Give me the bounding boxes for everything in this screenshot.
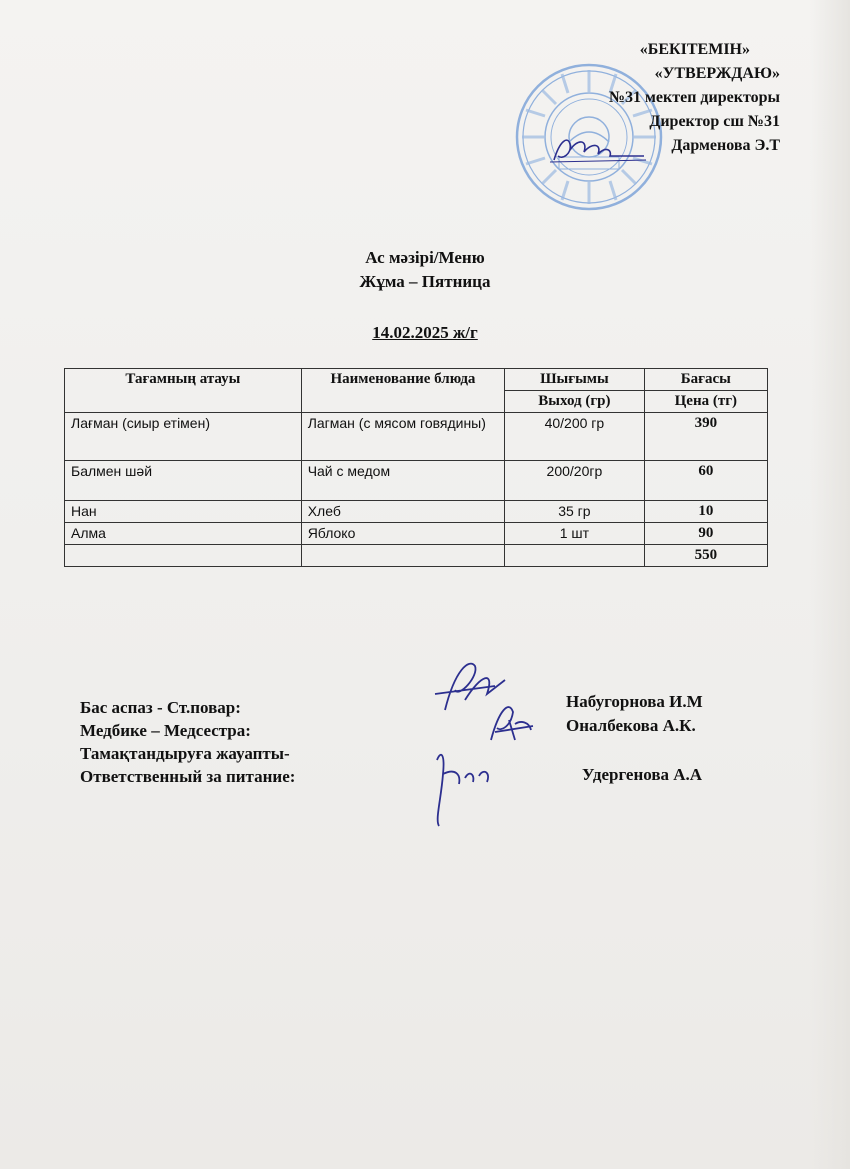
table-row xyxy=(65,523,768,545)
menu-date xyxy=(0,323,850,343)
header-name-ru: Наименование блюда xyxy=(301,369,504,413)
approval-ru-title: «УТВЕРЖДАЮ» xyxy=(654,65,780,82)
chef-name: Набугорнова И.М xyxy=(566,692,703,711)
dish-name-kz: Алма xyxy=(65,523,302,545)
dish-price: 60 xyxy=(644,461,767,501)
menu-day: Жұма – Пятница xyxy=(359,272,491,291)
dish-price: 90 xyxy=(644,523,767,545)
table-header-row xyxy=(65,369,768,391)
total-empty-cell xyxy=(301,545,504,567)
dish-name-kz: Лағман (сиыр етімен) xyxy=(65,413,302,461)
dish-name-ru: Лагман (с мясом говядины) xyxy=(301,413,504,461)
table-row xyxy=(65,501,768,523)
total-empty-cell xyxy=(505,545,644,567)
nurse-label: Медбике – Медсестра: xyxy=(80,721,251,740)
dish-price: 10 xyxy=(644,501,767,523)
menu-title: Ас мәзірі/Меню xyxy=(365,248,485,267)
dish-name-ru: Яблоко xyxy=(301,523,504,545)
table-row xyxy=(65,413,768,461)
menu-table xyxy=(64,368,768,567)
dish-yield: 35 гр xyxy=(505,501,644,523)
responsible-name: Удергенова А.А xyxy=(582,765,703,784)
chef-label: Бас аспаз - Ст.повар: xyxy=(80,698,241,717)
header-price-ru: Цена (тг) xyxy=(644,391,767,413)
approval-block xyxy=(609,38,780,158)
responsible-label-kz: Тамақтандыруға жауапты- xyxy=(80,744,290,763)
header-yield-ru: Выход (гр) xyxy=(505,391,644,413)
dish-name-ru: Хлеб xyxy=(301,501,504,523)
page-edge-shadow xyxy=(810,0,850,1169)
approval-kz-position: №31 мектеп директоры xyxy=(608,89,780,106)
dish-name-ru: Чай с медом xyxy=(301,461,504,501)
header-name-kz: Тағамның атауы xyxy=(65,369,302,413)
total-price: 550 xyxy=(644,545,767,567)
dish-yield: 200/20гр xyxy=(505,461,644,501)
menu-date-text: 14.02.2025 ж/г xyxy=(372,323,478,342)
nurse-name: Оналбекова А.К. xyxy=(566,716,696,735)
header-yield-kz: Шығымы xyxy=(505,369,644,391)
dish-yield: 1 шт xyxy=(505,523,644,545)
dish-name-kz: Нан xyxy=(65,501,302,523)
table-row xyxy=(65,461,768,501)
staff-signatures-icon xyxy=(425,650,555,830)
dish-yield: 40/200 гр xyxy=(505,413,644,461)
director-name: Дарменова Э.Т xyxy=(671,137,780,154)
header-price-kz: Бағасы xyxy=(644,369,767,391)
table-total-row xyxy=(65,545,768,567)
approval-ru-position: Директор сш №31 xyxy=(649,113,780,130)
signature-labels xyxy=(80,696,295,788)
responsible-label-ru: Ответственный за питание: xyxy=(80,767,296,786)
menu-heading xyxy=(0,246,850,294)
total-empty-cell xyxy=(65,545,302,567)
dish-price: 390 xyxy=(644,413,767,461)
approval-kz-title: «БЕКІТЕМІН» xyxy=(639,41,750,58)
dish-name-kz: Балмен шәй xyxy=(65,461,302,501)
